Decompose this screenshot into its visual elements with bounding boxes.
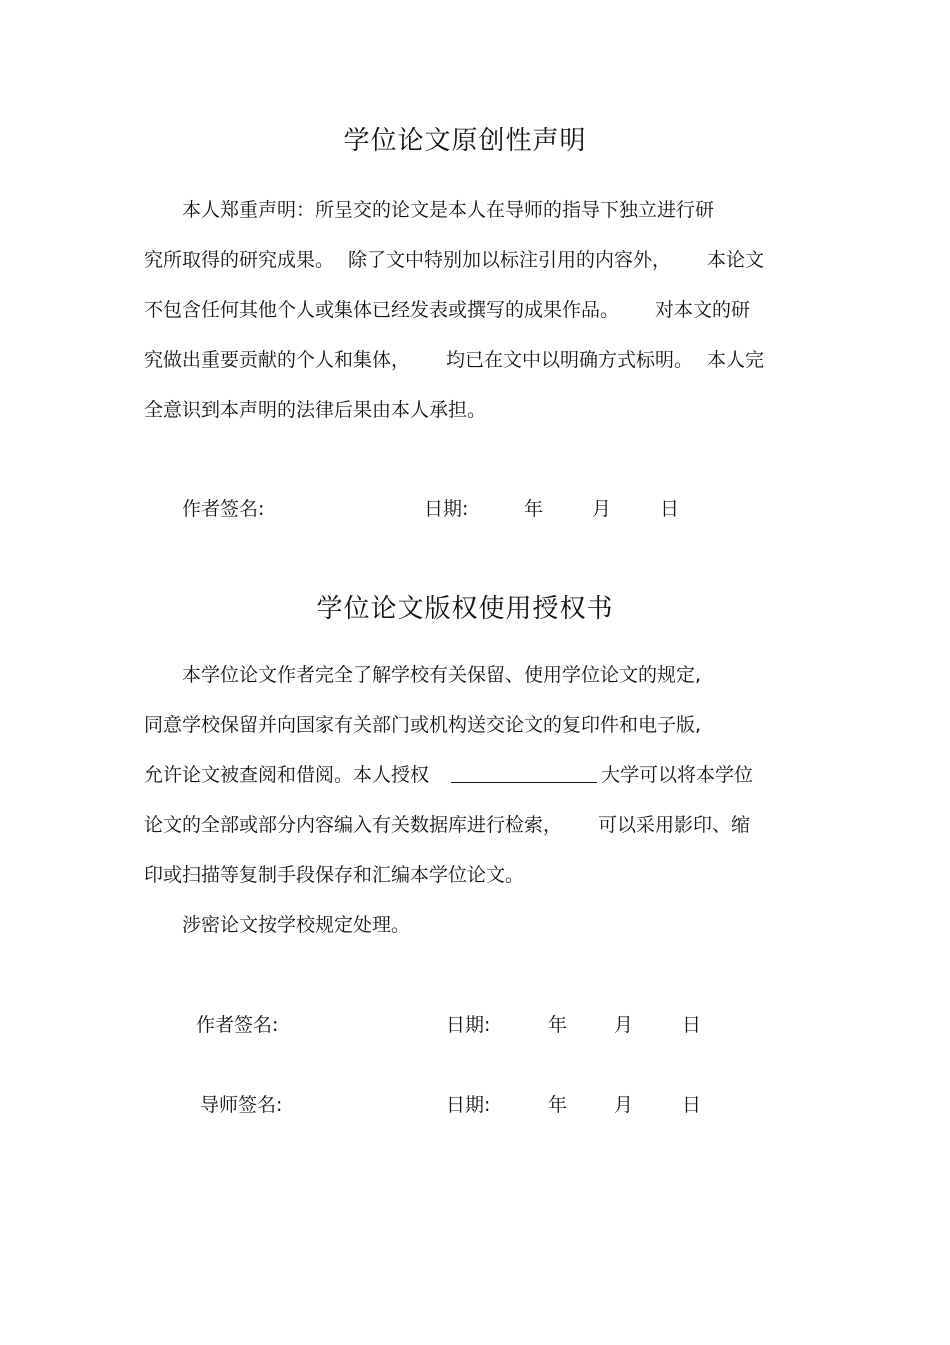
declaration-title: 学位论文原创性声明 <box>343 126 587 156</box>
day-label: 日 <box>682 1014 702 1036</box>
year-label: 年 <box>524 498 544 520</box>
authorization-line-6: 涉密论文按学校规定处理。 <box>182 914 411 936</box>
declaration-signature-row <box>0 497 930 521</box>
declaration-text: 本论文 <box>707 249 765 271</box>
month-label: 月 <box>614 1094 634 1116</box>
declaration-text: 除了文中特别加以标注引用的内容外， <box>348 249 672 271</box>
declaration-text: 不包含任何其他个人或集体已经发表或撰写的成果作品。 <box>144 299 620 321</box>
authorization-text: 可以采用影印、缩 <box>598 814 751 836</box>
authorization-line-4 <box>144 813 750 837</box>
day-label: 日 <box>660 498 680 520</box>
declaration-text: 究所取得的研究成果。 <box>144 249 335 271</box>
authorization-title: 学位论文版权使用授权书 <box>316 594 614 624</box>
year-label: 年 <box>548 1014 568 1036</box>
authorization-text: 大学可以将本学位 <box>601 764 754 786</box>
declaration-text: 均已在文中以明确方式标明。 <box>446 349 694 371</box>
authorization-line-3 <box>144 763 753 787</box>
day-label: 日 <box>682 1094 702 1116</box>
authorization-line-2: 同意学校保留并向国家有关部门或机构送交论文的复印件和电子版, <box>144 714 702 736</box>
author-signature-row <box>0 1013 930 1037</box>
authorization-text: 允许论文被查阅和借阅。本人授权 <box>144 764 430 786</box>
advisor-signature-row <box>0 1093 930 1117</box>
declaration-text: 对本文的研 <box>655 299 751 321</box>
declaration-line-4 <box>144 348 764 372</box>
declaration-text: 究做出重要贡献的个人和集体， <box>144 349 411 371</box>
author-signature-label: 作者签名: <box>196 1014 279 1036</box>
university-name-blank <box>451 764 597 783</box>
month-label: 月 <box>614 1014 634 1036</box>
authorization-line-1: 本学位论文作者完全了解学校有关保留、使用学位论文的规定, <box>182 664 702 686</box>
year-label: 年 <box>548 1094 568 1116</box>
advisor-signature-label: 导师签名: <box>200 1094 283 1116</box>
date-label: 日期: <box>424 498 469 520</box>
declaration-line-1: 本人郑重声明：所呈交的论文是本人在导师的指导下独立进行研 <box>182 199 715 221</box>
declaration-line-3 <box>144 298 750 322</box>
declaration-text: 本人完 <box>707 349 765 371</box>
declaration-line-2 <box>144 248 764 272</box>
authorization-line-5: 印或扫描等复制手段保存和汇编本学位论文。 <box>144 864 525 886</box>
date-label: 日期: <box>446 1014 491 1036</box>
month-label: 月 <box>592 498 612 520</box>
author-signature-label: 作者签名: <box>182 498 265 520</box>
date-label: 日期: <box>446 1094 491 1116</box>
authorization-text: 论文的全部或部分内容编入有关数据库进行检索， <box>144 814 563 836</box>
declaration-line-5: 全意识到本声明的法律后果由本人承担。 <box>144 399 487 421</box>
